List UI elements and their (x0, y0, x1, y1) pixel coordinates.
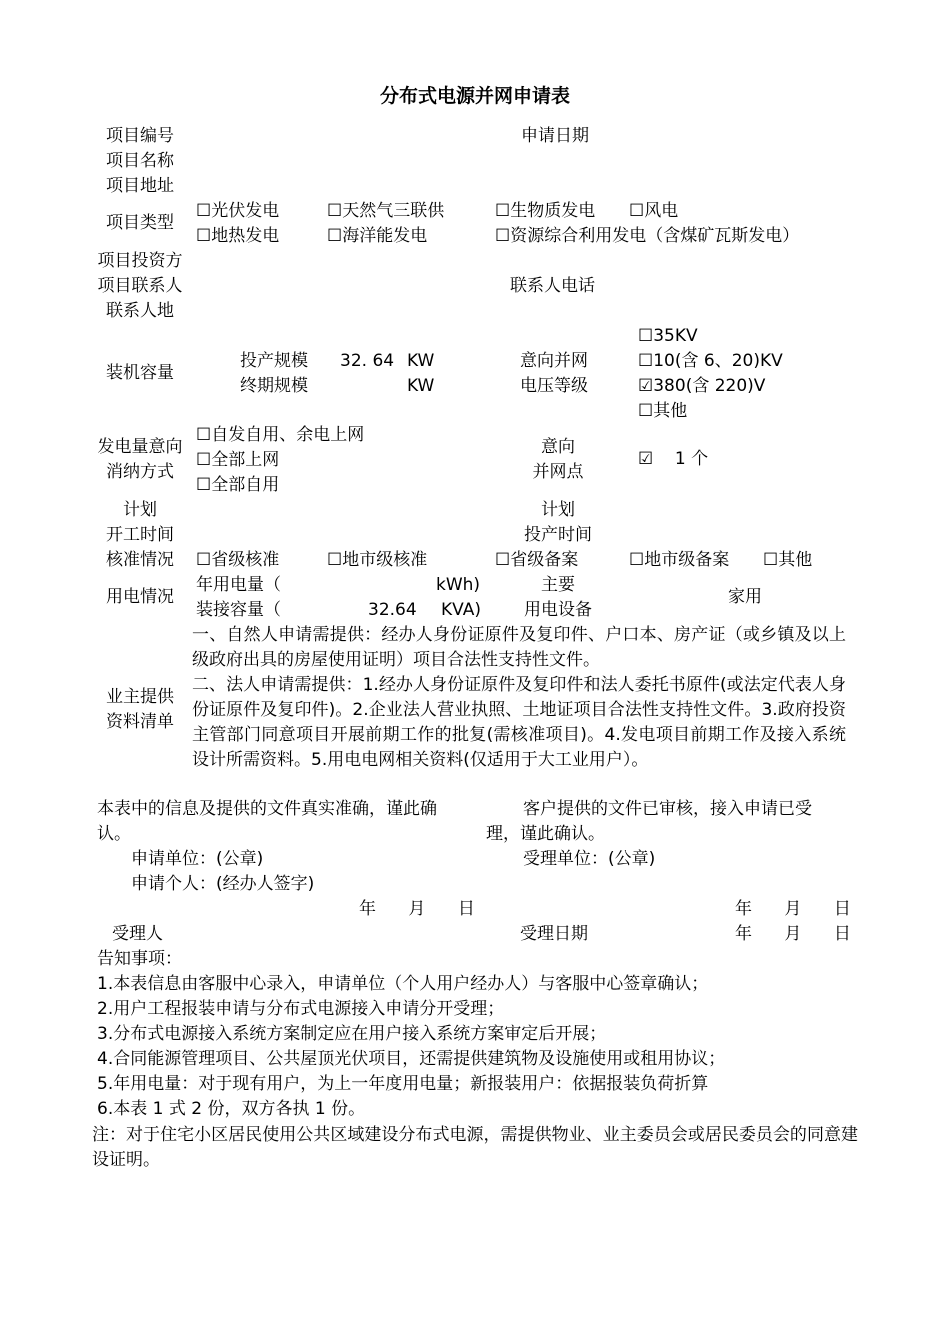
contact-address-label: 联系人地 (106, 301, 174, 321)
type-option-biomass[interactable]: ☐生物质发电 (495, 201, 596, 221)
approval-option-city-approval[interactable]: ☐地市级核准 (327, 550, 428, 570)
annual-usage-label: 年用电量（ (196, 575, 281, 595)
voltage-label-2: 电压等级 (520, 376, 588, 396)
final-scale-unit: KW (407, 376, 435, 396)
notice-item: 2.用户工程报装申请与分布式电源接入申请分开受理； (97, 999, 505, 1019)
contact-label: 项目联系人 (97, 276, 183, 296)
consumption-option-self-surplus[interactable]: ☐自发自用、余电上网 (196, 425, 365, 445)
notice-footnote: 注：对于住宅小区居民使用公共区域建设分布式电源，需提供物业、业主委员会或居民委员会的同意建设证明。 (92, 1125, 858, 1170)
declaration-right-line2: 理，谨此确认。 (486, 824, 605, 844)
notice-item: 1.本表信息由客服中心录入，申请单位（个人用户经办人）与客服中心签章确认； (97, 974, 709, 994)
receive-date-value: 年 月 日 (735, 924, 851, 944)
voltage-option-10kv[interactable]: ☐10(含 6、20)KV (638, 351, 783, 371)
approval-option-provincial-approval[interactable]: ☐省级核准 (196, 550, 280, 570)
applicant-date: 年 月 日 (359, 899, 475, 919)
voltage-option-380v[interactable]: ☑380(含 220)V (638, 376, 766, 396)
receive-date-label: 受理日期 (520, 924, 588, 944)
project-type-label: 项目类型 (106, 213, 174, 233)
voltage-label-1: 意向并网 (520, 351, 588, 371)
materials-label-1: 业主提供 (106, 687, 174, 707)
receiver-label: 受理人 (112, 924, 163, 944)
notice-item: 3.分布式电源接入系统方案制定应在用户接入系统方案审定后开展； (97, 1024, 607, 1044)
production-time-label-1: 计划 (541, 500, 575, 520)
annual-usage-unit: kWh) (436, 575, 481, 595)
notice-item: 5.年用电量：对于现有用户，为上一年度用电量；新报装用户：依据报装负荷折算 (97, 1074, 709, 1094)
acceptor-date: 年 月 日 (735, 899, 851, 919)
grid-point-label-2: 并网点 (532, 462, 584, 482)
main-equipment-value: 家用 (728, 587, 762, 607)
declaration-left-line1: 本表中的信息及提供的文件真实准确，谨此确 (97, 799, 437, 819)
start-time-label-2: 开工时间 (106, 525, 174, 545)
investor-label: 项目投资方 (97, 251, 183, 271)
type-option-ocean[interactable]: ☐海洋能发电 (327, 226, 428, 246)
consumption-option-all-self[interactable]: ☐全部自用 (196, 475, 280, 495)
project-name-label: 项目名称 (106, 151, 174, 171)
apply-date-label: 申请日期 (521, 126, 589, 146)
install-capacity-unit: KVA) (441, 600, 481, 620)
grid-point-value[interactable]: ☑ 1 个 (638, 449, 709, 469)
final-scale-label: 终期规模 (240, 376, 308, 396)
approval-option-provincial-filing[interactable]: ☐省级备案 (495, 550, 579, 570)
production-scale-label: 投产规模 (240, 351, 308, 371)
install-capacity-value: 32.64 (368, 600, 417, 620)
declaration-right-line1: 客户提供的文件已审核，接入申请已受 (523, 799, 812, 819)
type-option-gas[interactable]: ☐天然气三联供 (327, 201, 445, 221)
page-title: 分布式电源并网申请表 (379, 85, 570, 107)
voltage-option-other[interactable]: ☐其他 (638, 401, 688, 421)
grid-point-label-1: 意向 (541, 437, 575, 457)
approval-label: 核准情况 (106, 550, 174, 570)
notice-heading: 告知事项： (97, 949, 182, 969)
project-number-label: 项目编号 (106, 126, 174, 146)
approval-option-city-filing[interactable]: ☐地市级备案 (629, 550, 730, 570)
notice-item: 6.本表 1 式 2 份，双方各执 1 份。 (97, 1099, 366, 1119)
type-option-pv[interactable]: ☐光伏发电 (196, 201, 280, 221)
production-time-label-2: 投产时间 (524, 525, 592, 545)
approval-option-other[interactable]: ☐其他 (763, 550, 813, 570)
voltage-option-35kv[interactable]: ☐35KV (638, 326, 698, 346)
materials-natural-person-text: 一、自然人申请需提供：经办人身份证原件及复印件、户口本、房产证（或乡镇及以上级政府出具的房屋使用证明）项目合法性支持性文件。 (192, 625, 846, 670)
type-option-resource[interactable]: ☐资源综合利用发电（含煤矿瓦斯发电） (495, 226, 800, 246)
consumption-label-2: 消纳方式 (106, 462, 174, 482)
materials-label-2: 资料清单 (106, 712, 174, 732)
project-address-label: 项目地址 (106, 176, 174, 196)
install-capacity-label: 装接容量（ (196, 600, 281, 620)
main-equipment-label-1: 主要 (541, 575, 575, 595)
usage-label: 用电情况 (106, 587, 174, 607)
applicant-person-signature: 申请个人：(经办人签字) (131, 874, 315, 894)
contact-phone-label: 联系人电话 (510, 276, 595, 296)
production-scale-unit: KW (407, 351, 435, 371)
consumption-option-all-grid[interactable]: ☐全部上网 (196, 450, 280, 470)
start-time-label-1: 计划 (123, 500, 157, 520)
notice-item: 4.合同能源管理项目、公共屋顶光伏项目，还需提供建筑物及设施使用或租用协议； (97, 1049, 726, 1069)
type-option-wind[interactable]: ☐风电 (629, 201, 679, 221)
acceptor-unit-seal: 受理单位：(公章) (523, 849, 656, 869)
capacity-label: 装机容量 (106, 363, 174, 383)
consumption-label-1: 发电量意向 (97, 437, 183, 457)
type-option-geothermal[interactable]: ☐地热发电 (196, 226, 280, 246)
declaration-left-line2: 认。 (97, 824, 131, 844)
production-scale-value: 32. 64 (340, 351, 395, 371)
main-equipment-label-2: 用电设备 (524, 600, 592, 620)
applicant-unit-seal: 申请单位：(公章) (131, 849, 264, 869)
materials-legal-person-text: 二、法人申请需提供：1.经办人身份证原件及复印件和法人委托书原件(或法定代表人身份证原件及复印件)。2.企业法人营业执照、土地证项目合法性支持性文件。3.政府投资主管部门同意项目开展前期工作的批复(需核准项目)。4.发电项目前期工作及接入系统设计所需资料。5.用电电网相关资料(仅适用于大工业用户）。 (192, 675, 846, 770)
